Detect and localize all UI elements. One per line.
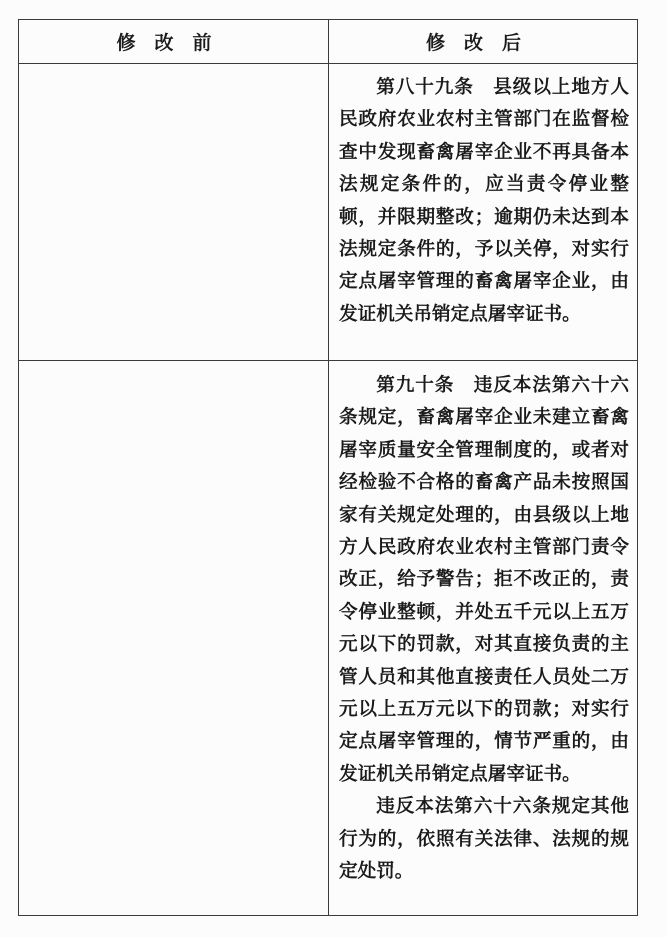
row-2-before-cell [19,361,328,916]
row-1-after-cell [339,72,629,331]
header-after: 修改后 [425,32,540,54]
comparison-table [18,19,638,916]
row-1-before-cell [19,64,328,360]
column-divider [328,20,329,915]
header-before: 修改前 [116,32,231,54]
article-90-paragraph-2: 违反本法第六十六条规定其他行为的，依照有关法律、法规的规定处罚。 [339,796,629,883]
article-89-paragraph: 第八十九条 县级以上地方人民政府农业农村主管部门在监督检查中发现畜禽屠宰企业不再具备本法规定条件的，应当责令停业整顿，并限期整改；逾期仍未达到本法规定条件的，予以关停，对实行定点屠宰管理的畜禽屠宰企业，由发证机关吊销定点屠宰证书。 [339,77,629,325]
row-2-after-cell [339,370,629,889]
article-90-paragraph-1: 第九十条 违反本法第六十六条规定，畜禽屠宰企业未建立畜禽屠宰质量安全管理制度的，或者对经检验不合格的畜禽产品未按照国家有关规定处理的，由县级以上地方人民政府农业农村主管部门责令改正，给予警告；拒不改正的，责令停业整顿，并处五千元以上五万元以下的罚款，对其直接负责的主管人员和其他直接责任人员处二万元以上五万元以下的罚款；对实行定点屠宰管理的，情节严重的，由发证机关吊销定点屠宰证书。 [339,375,629,785]
